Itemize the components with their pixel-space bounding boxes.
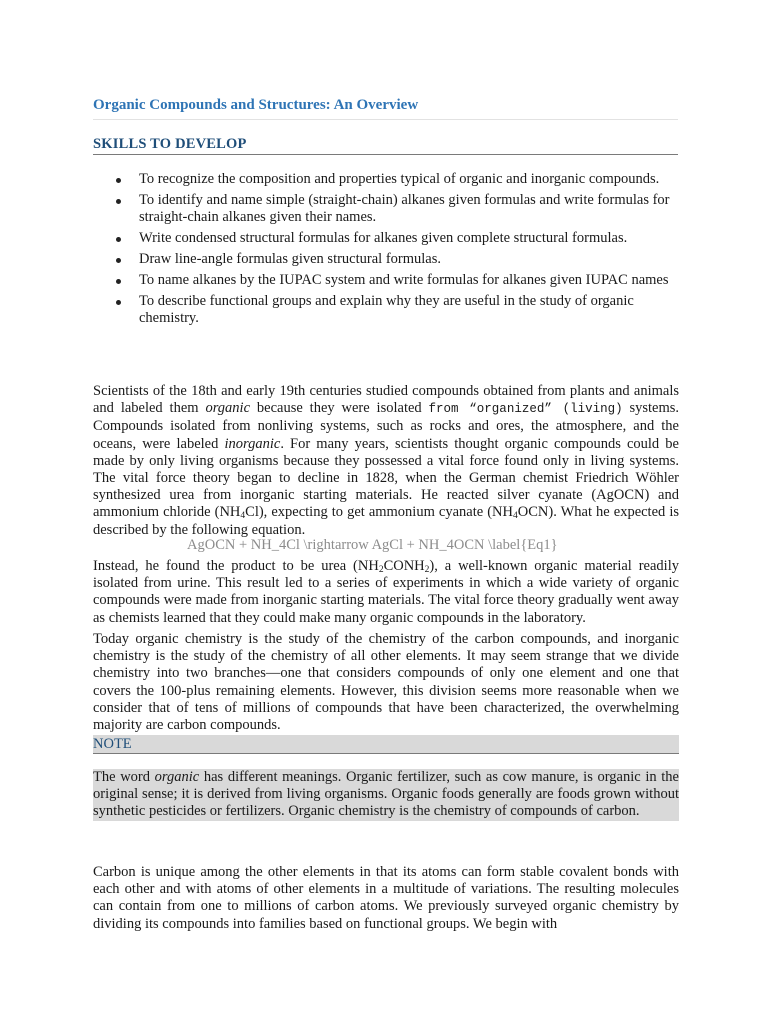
skill-item: To describe functional groups and explain why they are useful in the study of organic chemistry. [139,293,681,327]
emphasis-inorganic: inorganic [224,435,281,452]
subscript: 2 [378,565,384,575]
note-heading [93,735,679,754]
mono-text-run: from “organized” (living) [428,402,623,417]
equation-eq1: AgOCN + NH_4Cl \rightarrow AgCl + NH_4OCN \label{Eq1} [187,537,558,553]
text-run: ), a well-known organic material readily isolated from urine. This result led to a series of experiments in which a wide variety of organic compounds were made from inorganic starting materials. The vital force theory gradually went away as chemists learned that they could make many organic compounds in the laboratory. [93,558,679,626]
skills-heading: SKILLS TO DEVELOP [93,136,678,155]
paragraph-carbon: Carbon is unique among the other elements in that its atoms can form stable covalent bonds with each other and with atoms of other elements in a multitude of variations. The resulting molecules can contain from one to millions of carbon atoms. We previously surveyed organic chemistry by dividing its compounds into families based on functional groups. We begin with [93,864,679,932]
skill-item: Draw line-angle formulas given structural formulas. [139,251,681,268]
text-run: Instead, he found the product to be urea (NH [93,558,379,574]
paragraph-definition: Today organic chemistry is the study of the chemistry of the carbon compounds, and inorganic chemistry is the study of the chemistry of all other elements. It may seem strange that we divide chemistry into two branches—one that considers compounds of only one element and one that covers the 100-plus remaining elements. However, this division seems more reasonable when we consider that of tens of millions of compounds that have been characterized, the overwhelming majority are carbon compounds. [93,631,679,734]
emphasis-organic: organic [154,769,200,785]
text-run: because they were isolated [250,400,429,417]
skill-item: To name alkanes by the IUPAC system and write formulas for alkanes given IUPAC names [139,272,681,289]
subscript: 2 [424,565,430,575]
text-run: The word [93,769,155,785]
note-heading-label: NOTE [93,736,132,752]
text-run: . For many years, scientists thought organic compounds could be made by only living organisms because they possessed a vital force found only in living systems. The vital force theory began to decline in 1828, when the German chemist Friedrich Wöhler synthesized urea from inorganic starting materials. He reacted silver cyanate (AgOCN) and ammonium chloride (NH [93,435,679,521]
skill-item: Write condensed structural formulas for alkanes given complete structural formulas. [139,230,681,247]
title-divider [93,119,678,120]
skills-list [139,171,681,331]
subscript: 4 [513,511,518,522]
paragraph-urea [93,558,679,627]
emphasis-organic: organic [205,400,251,417]
text-run: CONH [383,558,425,574]
text-run: OCN). What he expected is described by the following equation. [93,504,679,538]
paragraph-history [93,383,679,539]
skill-item: To identify and name simple (straight-chain) alkanes given formulas and write formulas for straight-chain alkanes given their names. [139,192,681,226]
text-run: Cl), expecting to get ammonium cyanate (NH [245,504,513,521]
text-run: Scientists of the 18th and early 19th centuries studied compounds obtained from plants and animals and labeled them [93,383,679,417]
note-box [93,769,679,821]
text-run: systems. Compounds isolated from nonliving systems, such as rocks and ores, the atmosphere, and the oceans, were labeled [93,400,680,452]
subscript: 4 [240,511,246,522]
page-title: Organic Compounds and Structures: An Overview [93,97,419,113]
skill-item: To recognize the composition and properties typical of organic and inorganic compounds. [139,171,681,188]
text-run: has different meanings. Organic fertilizer, such as cow manure, is organic in the original sense; it is derived from living organisms. Organic foods generally are foods grown without synthetic pesticides or fertilizers. Organic chemistry is the chemistry of compounds of carbon. [93,769,679,820]
